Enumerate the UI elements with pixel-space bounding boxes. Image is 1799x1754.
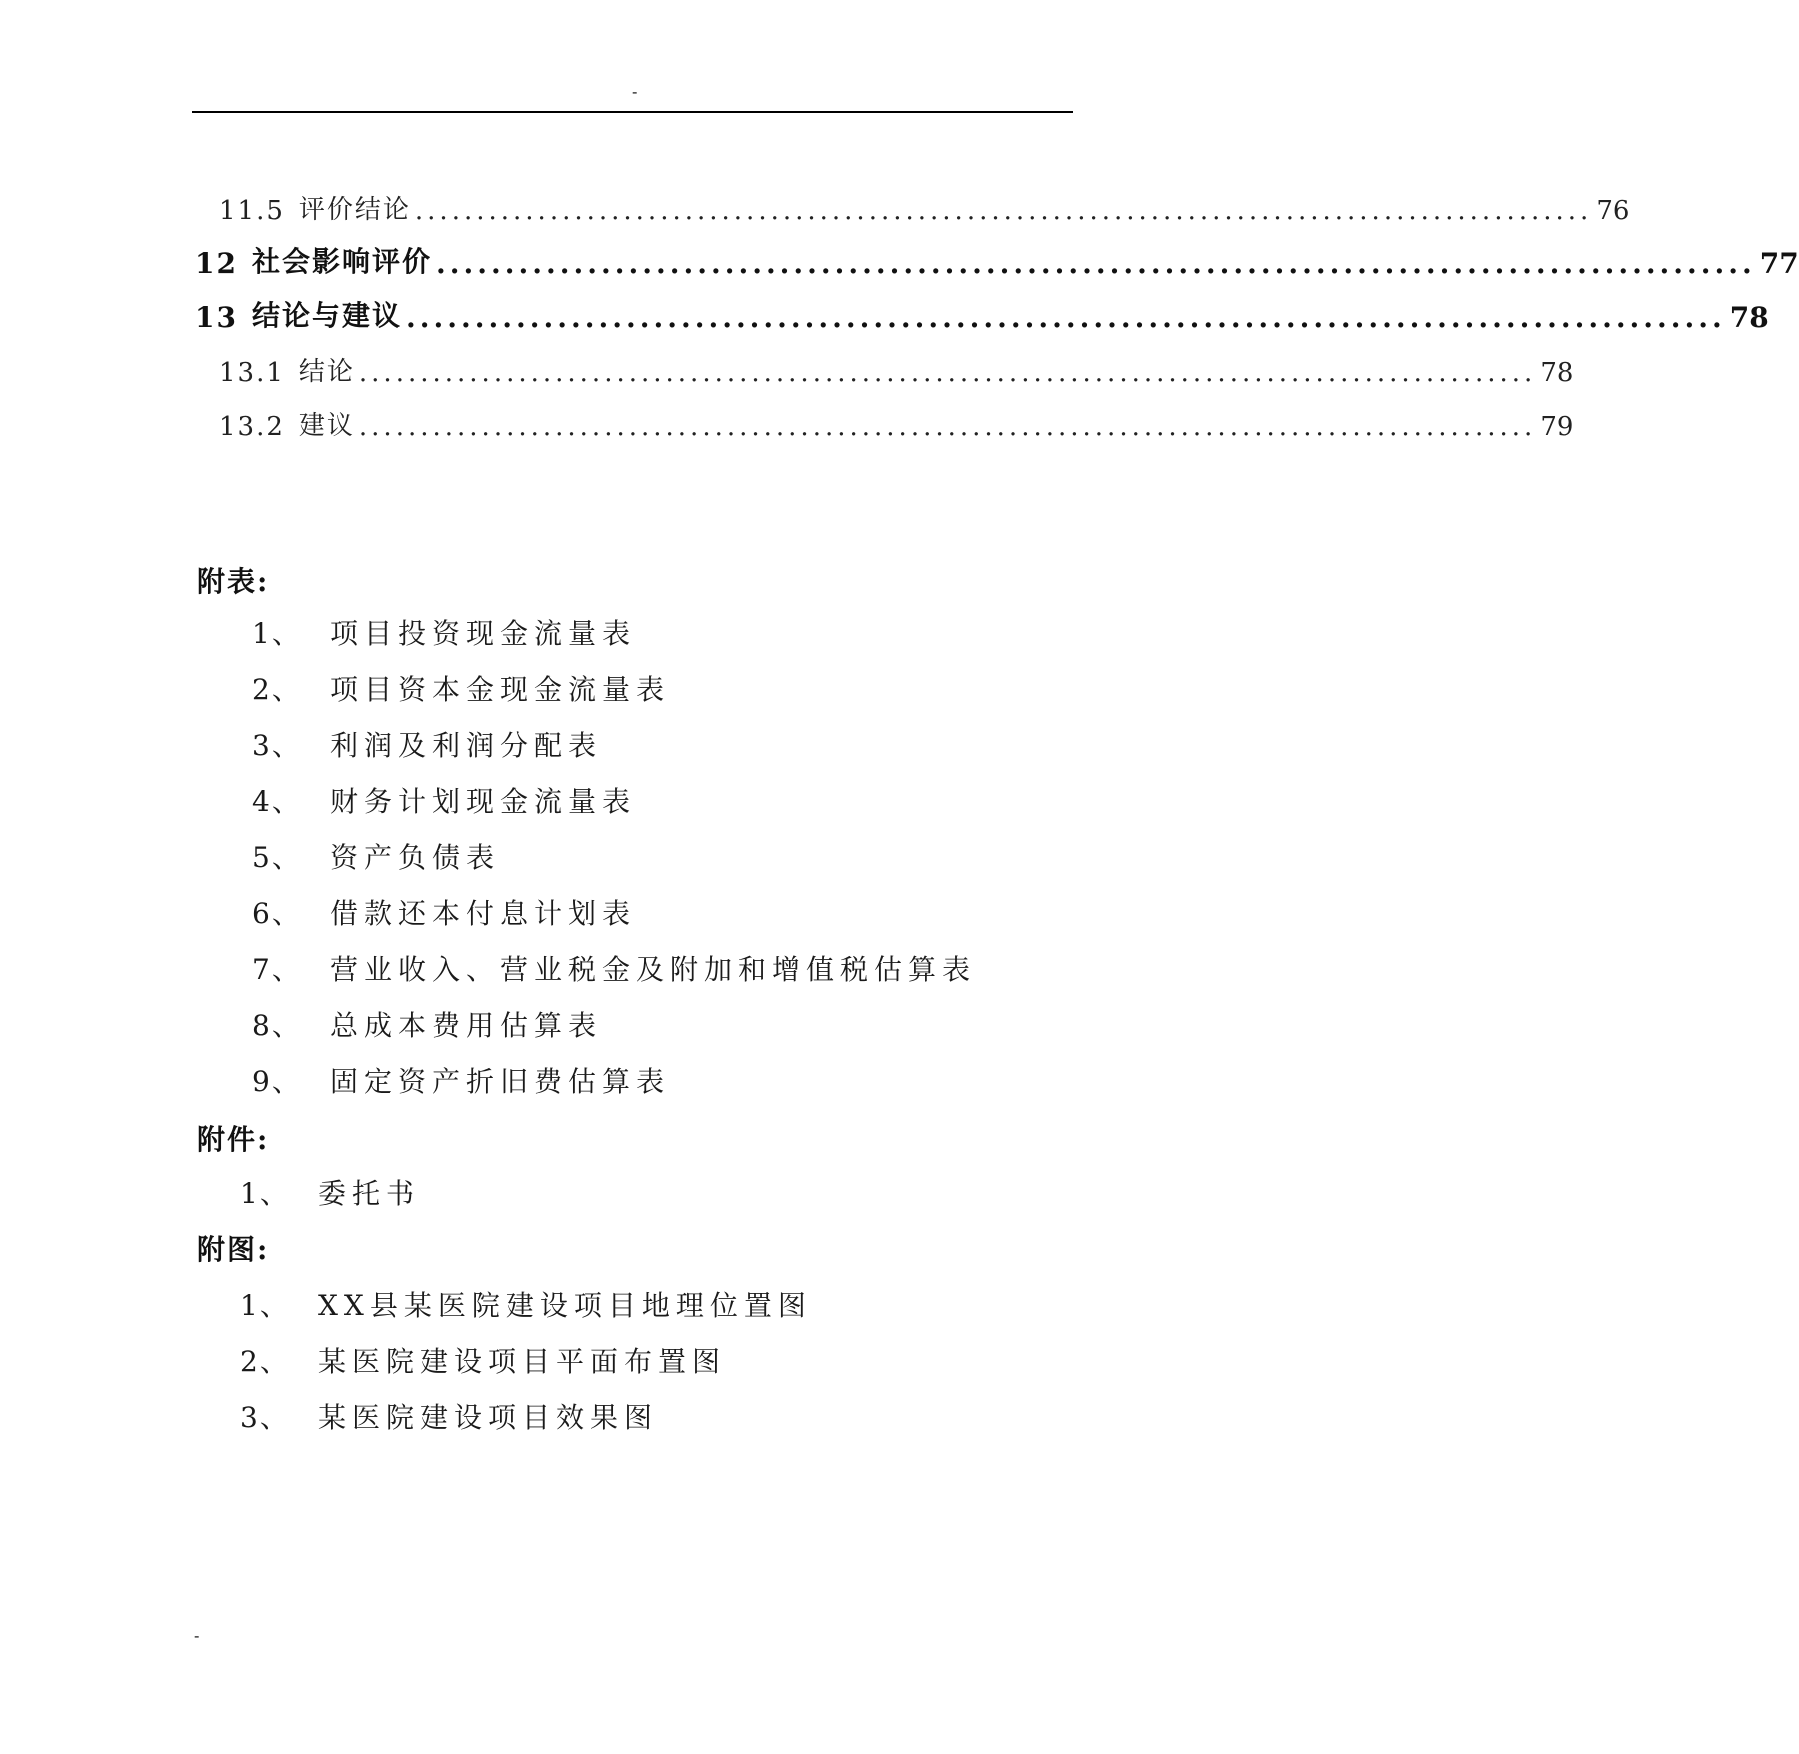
figure-item: 2、 某医院建设项目平面布置图 [240, 1345, 727, 1378]
appendix-table-item: 1、 项目投资现金流量表 [252, 617, 637, 650]
toc-entry-title: 结论 [298, 357, 355, 387]
figures-heading: 附图: [197, 1233, 270, 1266]
footer-mark: - [194, 1626, 200, 1645]
figure-item: 1、 XX县某医院建设项目地理位置图 [240, 1289, 812, 1322]
attachment-item: 1、 委托书 [240, 1177, 421, 1210]
toc-entry-title: 建议 [298, 411, 355, 441]
table-of-contents [195, 172, 1799, 442]
toc-entry-page: 77 [1759, 247, 1799, 280]
appendix-table-item: 8、 总成本费用估算表 [252, 1009, 603, 1042]
toc-entry[interactable] [195, 388, 1574, 442]
toc-entry-title: 社会影响评价 [251, 245, 432, 278]
toc-entry[interactable] [195, 172, 1630, 226]
appendix-table-item: 5、 资产负债表 [252, 841, 501, 874]
appendix-table-item: 9、 固定资产折旧费估算表 [252, 1065, 671, 1098]
toc-entry-page: 79 [1540, 412, 1574, 442]
toc-leader-dots: ................................................................................................ [405, 301, 1726, 334]
appendix-table-item: 7、 营业收入、营业税金及附加和增值税估算表 [252, 953, 977, 986]
toc-entry-page: 78 [1540, 358, 1574, 388]
header-mark: - [632, 82, 638, 101]
appendix-tables-heading: 附表: [197, 565, 270, 598]
toc-leader-dots: ................................................................................................ [414, 196, 1593, 226]
toc-entry-title: 评价结论 [298, 195, 411, 225]
attachments-heading: 附件: [197, 1123, 270, 1156]
toc-entry-number: 13.1 [219, 358, 285, 388]
appendix-table-item: 3、 利润及利润分配表 [252, 729, 603, 762]
toc-entry-page: 78 [1729, 301, 1769, 334]
toc-entry-title: 结论与建议 [251, 299, 402, 332]
toc-entry-number: 11.5 [219, 196, 285, 226]
header-rule [192, 111, 1073, 113]
toc-entry-number: 13.2 [219, 412, 285, 442]
appendix-table-item: 2、 项目资本金现金流量表 [252, 673, 671, 706]
toc-leader-dots: ................................................................................................ [358, 358, 1537, 388]
toc-entry[interactable] [195, 226, 1799, 280]
appendix-table-item: 6、 借款还本付息计划表 [252, 897, 637, 930]
toc-entry-page: 76 [1596, 196, 1630, 226]
appendix-table-item: 4、 财务计划现金流量表 [252, 785, 637, 818]
toc-leader-dots: ................................................................................................ [435, 247, 1756, 280]
toc-entry[interactable] [195, 280, 1769, 334]
toc-entry[interactable] [195, 334, 1574, 388]
toc-entry-number: 13 [195, 301, 238, 334]
figure-item: 3、 某医院建设项目效果图 [240, 1401, 659, 1434]
toc-leader-dots: ................................................................................................ [358, 412, 1537, 442]
toc-entry-number: 12 [195, 247, 238, 280]
